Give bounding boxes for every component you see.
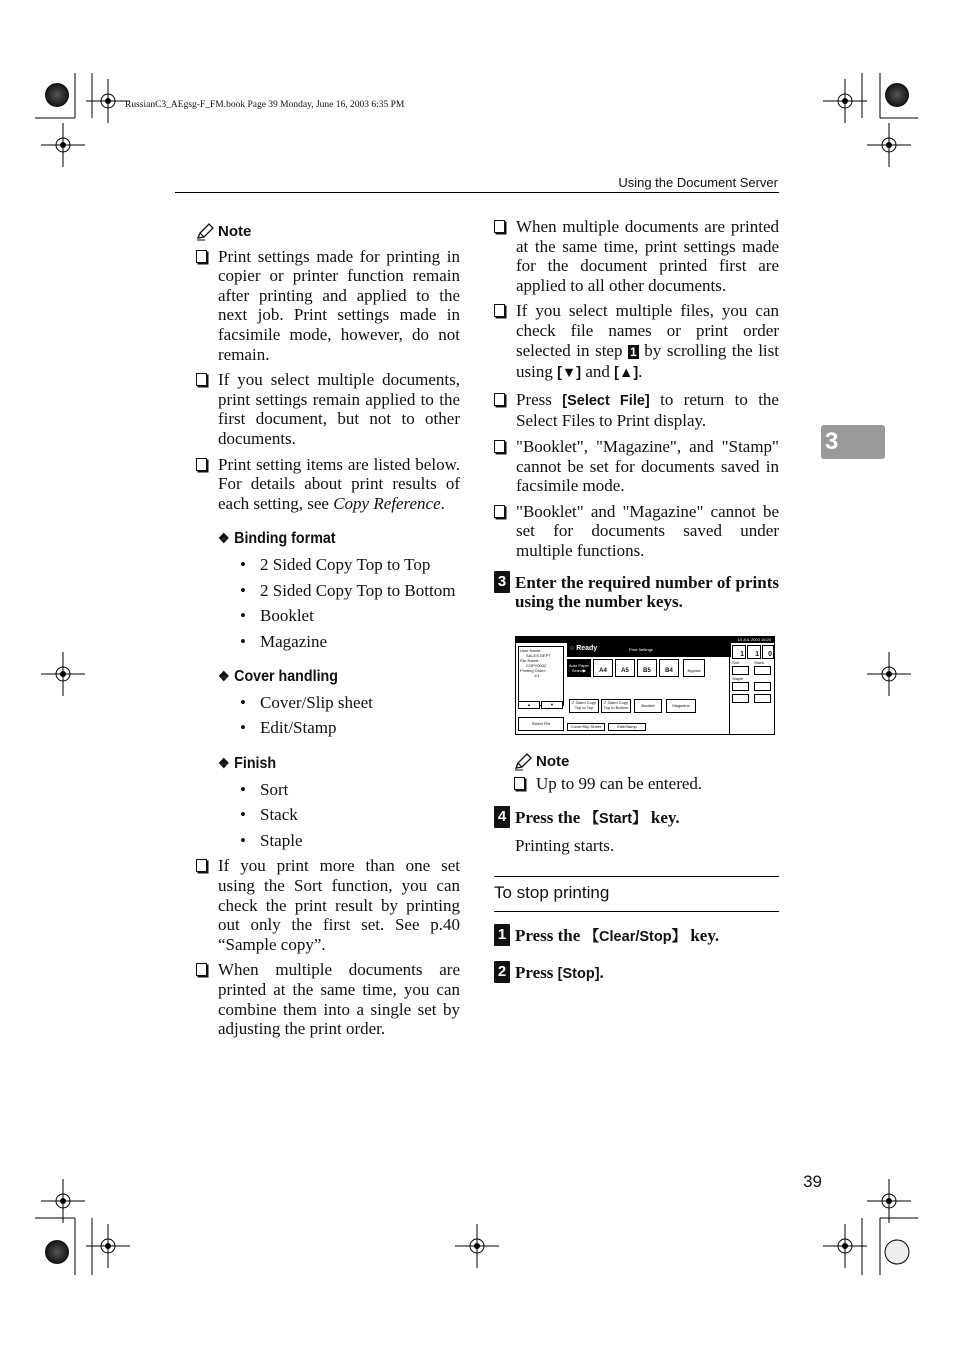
note-item: Print setting items are listed below. For details about print results of each setting, see Copy Reference. bbox=[196, 455, 460, 514]
scroll-up-button[interactable]: ▲ bbox=[518, 701, 540, 709]
list-item: • Cover/Slip sheet bbox=[238, 693, 460, 713]
prints-counter: 0 bbox=[762, 645, 774, 659]
scroll-up-key: [▲] bbox=[614, 365, 639, 382]
qty-counter: 1 bbox=[747, 645, 761, 659]
note-2-block bbox=[514, 752, 779, 799]
cover-handling-heading: ❖ Cover handling bbox=[218, 668, 338, 686]
note-item: If you print more than one set using the Sort function, you can check the print result by printing out only the first set. See p.40 “Sample copy”. bbox=[196, 856, 460, 954]
checkbox-icon bbox=[494, 304, 505, 317]
list-item: • Stack bbox=[238, 805, 460, 825]
paper-a4-button[interactable]: A4 bbox=[593, 659, 613, 677]
list-item: • Sort bbox=[238, 780, 460, 800]
note-title: Note bbox=[218, 223, 252, 240]
scroll-down-button[interactable]: ▼ bbox=[541, 701, 563, 709]
paper-b5-button[interactable]: B5 bbox=[637, 659, 657, 677]
checkbox-icon bbox=[494, 440, 505, 453]
ready-status: ○ Ready bbox=[570, 645, 598, 652]
staple-option-button-1[interactable] bbox=[732, 682, 749, 691]
book-info-line: RussianC3_AEgsg-F_FM.book Page 39 Monday, June 16, 2003 6:35 PM bbox=[125, 100, 405, 110]
booklet-button[interactable]: Booklet bbox=[634, 699, 662, 713]
list-item: • 2 Sided Copy Top to Bottom bbox=[238, 581, 460, 601]
step-4-block bbox=[494, 804, 779, 855]
page-number: 39 bbox=[803, 1172, 822, 1191]
note-title: Note bbox=[536, 753, 570, 770]
step-ref-badge: 1 bbox=[630, 344, 637, 359]
stop-key: [Stop] bbox=[557, 965, 600, 982]
checkbox-icon bbox=[196, 250, 207, 263]
select-file-key: [Select File] bbox=[562, 392, 650, 409]
note-pencil-icon bbox=[514, 753, 532, 771]
step-4-result: Printing starts. bbox=[515, 835, 615, 855]
checkbox-icon bbox=[196, 963, 207, 976]
list-item: • 2 Sided Copy Top to Top bbox=[238, 555, 460, 575]
checkbox-icon bbox=[196, 458, 207, 471]
list-item: • Staple bbox=[238, 831, 460, 851]
finish-heading: ❖ Finish bbox=[218, 755, 277, 773]
note-item: If you select multiple documents, print settings remain applied to the first document, but not to other documents. bbox=[196, 370, 460, 448]
section-rule-top bbox=[494, 876, 779, 877]
right-column bbox=[494, 217, 779, 612]
screen-title: Print Settings bbox=[629, 647, 653, 652]
chapter-tab: 3 bbox=[821, 425, 885, 459]
staple-option-button-4[interactable] bbox=[754, 694, 771, 703]
stack-label: Stack bbox=[754, 660, 765, 665]
note-item: When multiple documents are printed at the same time, you can combine them into a single set by adjusting the print order. bbox=[196, 960, 460, 1038]
step-number: 2 bbox=[494, 961, 510, 983]
diamond-icon: ❖ bbox=[218, 530, 230, 547]
screen-clock: 15 JUL 2003 15:20 bbox=[516, 637, 774, 643]
cover-handling-list bbox=[238, 693, 460, 738]
finish-list bbox=[238, 780, 460, 851]
start-key: 【Start】 bbox=[584, 811, 647, 827]
scroll-down-key: [▼] bbox=[557, 365, 582, 382]
step-3: 3 Enter the required number of prints using the number keys. bbox=[494, 573, 779, 612]
checkbox-icon bbox=[196, 859, 207, 872]
paper-a5-button[interactable]: A5 bbox=[615, 659, 635, 677]
print-settings-screen bbox=[515, 636, 775, 735]
stop-step-2: 2 Press [Stop]. bbox=[494, 963, 779, 985]
checkbox-icon bbox=[494, 393, 505, 406]
select-file-button[interactable]: Select File bbox=[518, 717, 564, 731]
note-item: Print settings made for printing in copier or printer function remain after printing and applied to the next job. Print settings made in facsimile mode, however, do not remain. bbox=[196, 247, 460, 365]
checkbox-icon bbox=[196, 373, 207, 386]
note-item: "Booklet" and "Magazine" cannot be set for documents saved under multiple functions. bbox=[494, 502, 779, 561]
left-column bbox=[196, 222, 460, 1045]
duplex-top-bottom-button[interactable]: 2 Sided Copy Top to Bottom bbox=[601, 699, 631, 713]
staple-label: Staple bbox=[732, 676, 744, 681]
paper-b4-button[interactable]: B4 bbox=[659, 659, 679, 677]
sort-option-button[interactable] bbox=[732, 666, 749, 675]
bypass-button[interactable]: Bypass bbox=[683, 659, 705, 677]
pages-counter: 1 bbox=[732, 645, 746, 659]
section-rule-bottom bbox=[494, 911, 779, 912]
running-head: Using the Document Server bbox=[618, 175, 778, 190]
auto-paper-select-button[interactable]: Auto Paper Select▶ bbox=[567, 659, 591, 677]
note-item: When multiple documents are printed at the same time, print settings made for the document printed first are applied to all other documents. bbox=[494, 217, 779, 295]
header-rule bbox=[175, 192, 779, 193]
staple-option-button-2[interactable] bbox=[754, 682, 771, 691]
note-item: If you select multiple files, you can check file names or print order selected in step 1 by scrolling the list using [▼] and [▲]. bbox=[494, 301, 779, 383]
edit-stamp-button[interactable]: Edit/Stamp bbox=[608, 723, 646, 731]
staple-option-button-3[interactable] bbox=[732, 694, 749, 703]
clear-stop-key: 【Clear/Stop】 bbox=[584, 929, 687, 945]
sort-label: Sort bbox=[732, 660, 740, 665]
step-4: 4 Press the 【Start】 key. bbox=[494, 808, 779, 830]
note-heading bbox=[514, 752, 779, 772]
list-item: • Magazine bbox=[238, 632, 460, 652]
stack-option-button[interactable] bbox=[754, 666, 771, 675]
note-pencil-icon bbox=[196, 223, 214, 241]
binding-format-list bbox=[238, 555, 460, 651]
note-item: Press [Select File] to return to the Select Files to Print display. bbox=[494, 390, 779, 431]
step-number: 3 bbox=[494, 571, 510, 593]
note-item: Up to 99 can be entered. bbox=[514, 774, 779, 794]
cover-slip-sheet-button[interactable]: Cover/Slip Sheet bbox=[567, 723, 605, 731]
section-title: To stop printing bbox=[494, 883, 610, 902]
screen-divider bbox=[729, 657, 730, 734]
diamond-icon: ❖ bbox=[218, 668, 230, 685]
step-number: 1 bbox=[494, 924, 510, 946]
list-item: • Edit/Stamp bbox=[238, 718, 460, 738]
stop-step-1: 1 Press the 【Clear/Stop】 key. bbox=[494, 926, 779, 948]
duplex-top-top-button[interactable]: 2 Sided Copy Top to Top bbox=[569, 699, 599, 713]
checkbox-icon bbox=[494, 505, 505, 518]
magazine-button[interactable]: Magazine bbox=[666, 699, 696, 713]
copy-reference-link: Copy Reference bbox=[333, 493, 441, 513]
note-item: "Booklet", "Magazine", and "Stamp" cannot be set for documents saved in facsimile mode. bbox=[494, 437, 779, 496]
note-heading bbox=[196, 222, 460, 242]
stop-steps-block bbox=[494, 922, 779, 984]
checkbox-icon bbox=[514, 777, 525, 790]
diamond-icon: ❖ bbox=[218, 755, 230, 772]
step-number: 4 bbox=[494, 806, 510, 828]
checkbox-icon bbox=[494, 220, 505, 233]
binding-format-heading: ❖ Binding format bbox=[218, 530, 336, 548]
file-info-panel: User Name: SALES DEPT File Name: COPY0002 Printing Order: 1/1 bbox=[518, 646, 564, 706]
list-item: • Booklet bbox=[238, 606, 460, 626]
screen-status-bar bbox=[567, 643, 731, 657]
